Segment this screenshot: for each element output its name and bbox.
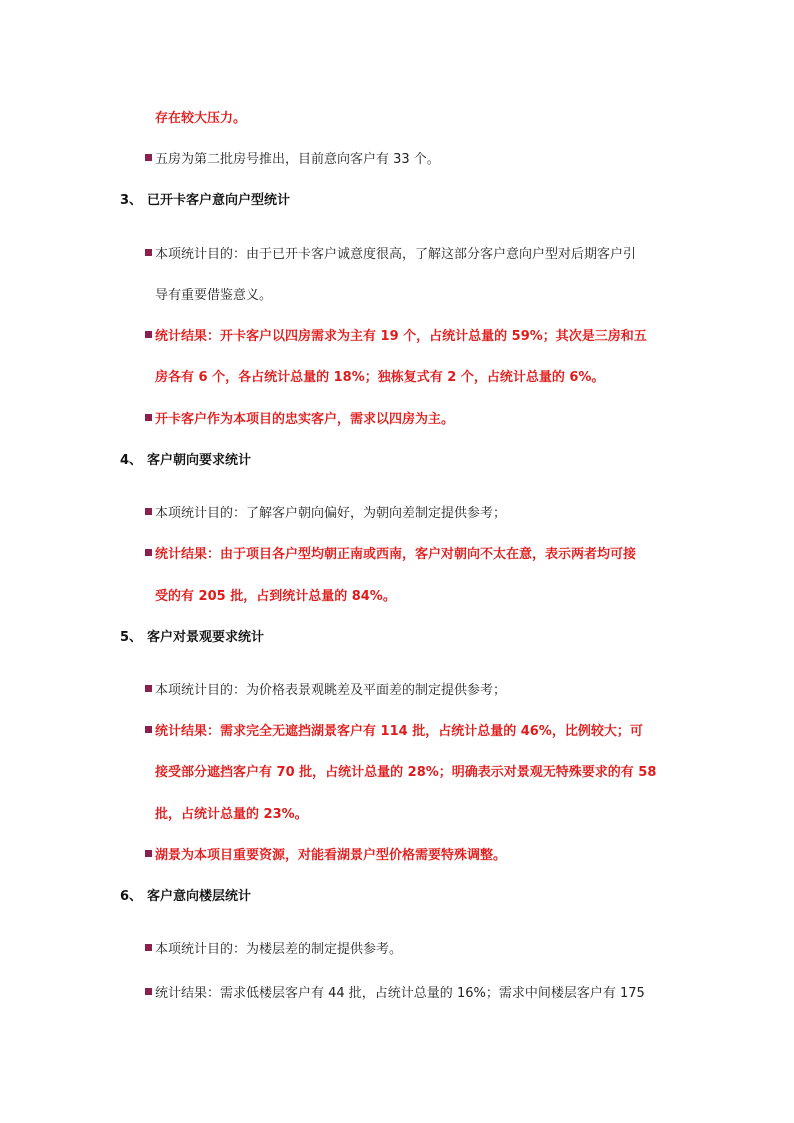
bullet-square-icon xyxy=(145,508,152,515)
bullet-text: 本项统计目的：为价格表景观眺差及平面差的制定提供参考； xyxy=(155,683,507,698)
section-heading-4 xyxy=(120,452,251,470)
bullet-item xyxy=(145,847,506,865)
bullet-text: 统计结果：开卡客户以四房需求为主有 19 个，占统计总量的 59%；其次是三房和五 xyxy=(155,329,647,344)
bullet-text: 湖景为本项目重要资源，对能看湖景户型价格需要特殊调整。 xyxy=(155,848,507,863)
bullet-square-icon xyxy=(145,249,152,256)
bullet-square-icon xyxy=(145,414,152,421)
bullet-square-icon xyxy=(145,685,152,692)
bullet-text: 五房为第二批房号推出，目前意向客户有 33 个。 xyxy=(155,152,440,167)
bullet-item xyxy=(145,328,647,346)
bullet-item xyxy=(145,505,506,523)
paragraph-line: 受的有 205 批，占到统计总量的 84%。 xyxy=(155,589,396,604)
bullet-square-icon xyxy=(145,726,152,733)
bullet-square-icon xyxy=(145,154,152,161)
paragraph-line: 导有重要借鉴意义。 xyxy=(155,288,273,303)
bullet-item xyxy=(145,246,636,264)
paragraph-line: 房各有 6 个，各占统计总量的 18%；独栋复式有 2 个，占统计总量的 6%。 xyxy=(155,370,605,385)
section-number: 4、 xyxy=(120,453,143,468)
section-title: 客户对景观要求统计 xyxy=(147,630,265,645)
bullet-square-icon xyxy=(145,549,152,556)
paragraph-line: 存在较大压力。 xyxy=(155,111,247,126)
bullet-text: 统计结果：由于项目各户型均朝正南或西南，客户对朝向不太在意，表示两者均可接 xyxy=(155,547,637,562)
section-heading-3 xyxy=(120,192,290,210)
bullet-text: 统计结果：需求完全无遮挡湖景客户有 114 批，占统计总量的 46%，比例较大；可 xyxy=(155,724,643,739)
section-heading-5 xyxy=(120,629,264,647)
section-title: 客户朝向要求统计 xyxy=(147,453,252,468)
section-number: 3、 xyxy=(120,193,143,208)
bullet-text: 本项统计目的：由于已开卡客户诚意度很高，了解这部分客户意向户型对后期客户引 xyxy=(155,247,637,262)
bullet-item xyxy=(145,723,643,741)
section-number: 6、 xyxy=(120,889,143,904)
paragraph-line: 接受部分遮挡客户有 70 批，占统计总量的 28%；明确表示对景观无特殊要求的有 58 xyxy=(155,765,657,780)
paragraph-line: 批，占统计总量的 23%。 xyxy=(155,807,308,822)
bullet-text: 本项统计目的：了解客户朝向偏好，为朝向差制定提供参考； xyxy=(155,506,507,521)
bullet-text: 本项统计目的：为楼层差的制定提供参考。 xyxy=(155,942,403,957)
bullet-text: 开卡客户作为本项目的忠实客户，需求以四房为主。 xyxy=(155,412,455,427)
bullet-square-icon xyxy=(145,850,152,857)
bullet-square-icon xyxy=(145,944,152,951)
bullet-square-icon xyxy=(145,331,152,338)
section-title: 已开卡客户意向户型统计 xyxy=(147,193,291,208)
section-number: 5、 xyxy=(120,630,143,645)
bullet-item xyxy=(145,985,645,1003)
section-title: 客户意向楼层统计 xyxy=(147,889,252,904)
section-heading-6 xyxy=(120,888,251,906)
bullet-square-icon xyxy=(145,988,152,995)
bullet-text: 统计结果：需求低楼层客户有 44 批，占统计总量的 16%；需求中间楼层客户有 175 xyxy=(155,986,645,1001)
bullet-item xyxy=(145,682,506,700)
bullet-item xyxy=(145,411,454,429)
bullet-item xyxy=(145,941,402,959)
bullet-item xyxy=(145,546,636,564)
bullet-item xyxy=(145,151,440,169)
